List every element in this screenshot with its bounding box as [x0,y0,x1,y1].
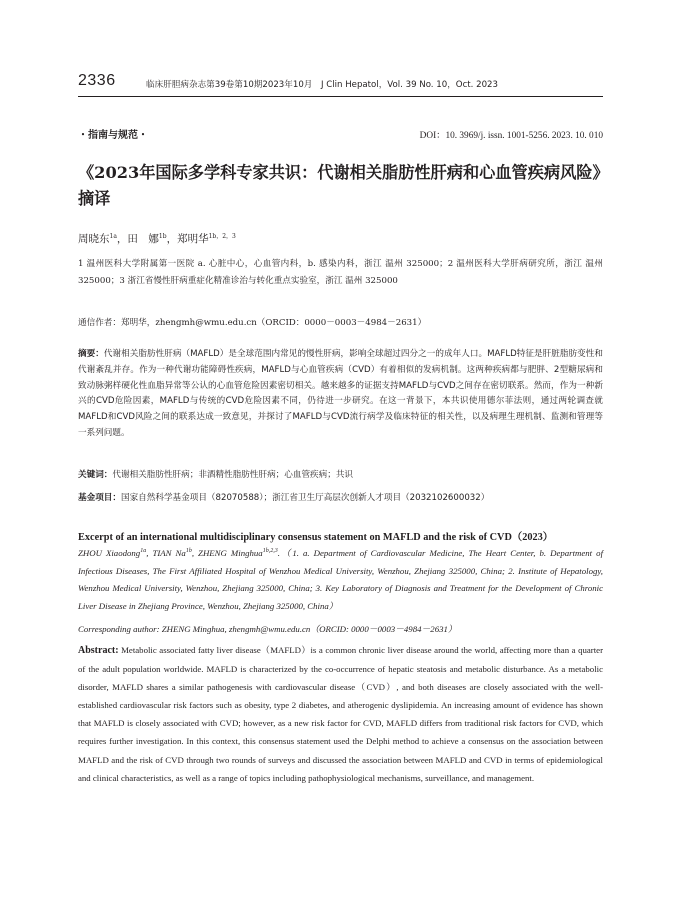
english-affiliations: .（1. a. Department of Cardiovascular Medicine, The Heart Center, b. Department of Infectious Diseases, The First Affiliated Hospital of Wenzhou Medical University, Wenzhou, Zhejiang 325000, China; 2. Institute of Hepatology, Wenzhou Medical University, Wenzhou, Zhejiang 325000, China; 3. Key Laboratory of Diagnosis and Treatment for the Development of Chronic Liver Disease in Zhejiang Province, Wenzhou, Zhejiang 325000, China） [78,548,604,611]
author-affil-marker: 1b [185,548,192,554]
abstract-text: 代谢相关脂肪性肝病（MAFLD）是全球范围内常见的慢性肝病，影响全球超过四分之一的成年人口。MAFLD特征是肝脏脂肪变性和代谢紊乱并存。作为一种代谢功能障碍性疾病，MAFLD与心血管疾病（CVD）有着相似的发病机制。这两种疾病都与肥胖、2型糖尿病和致动脉粥样硬化性血脂异常等公认的心血管危险因素密切相关。越来越多的证据支持MAFLD与CVD之间存在密切联系。然而，作为一种新兴的CVD危险因素，MAFLD与传统的CVD危险因素不同，仍待进一步研究。在这一背景下，本共识使用德尔菲法则，通过两轮调查就MAFLD和CVD风险之间的联系达成一致意见，并探讨了MAFLD与CVD流行病学及临床特征的相关性，以及病理生理机制、监测和管理等一系列问题。 [78,349,603,438]
journal-citation-line: 临床肝胆病杂志第39卷第10期2023年10月 J Clin Hepatol，Vol. 39 No. 10，Oct. 2023 [146,80,498,90]
author-name: , TIAN Na [146,548,186,558]
author-affil-marker: 1a [140,548,147,554]
english-abstract [78,641,603,787]
english-title: Excerpt of an international multidisciplinary consensus statement on MAFLD and the risk of CVD（2023） [78,532,554,543]
author-affil-marker: 1b，2，3 [208,233,236,240]
chinese-authors [78,231,236,246]
author-affil-marker: 1a [109,233,117,240]
author-name: ，郑明华 [166,233,209,245]
abstract-text: Metabolic associated fatty liver disease（MAFLD）is a common chronic liver disease around the world, affecting more than a quarter of the adult population worldwide. MAFLD is characterized by the co-occurrence of hepatic steatosis and metabolic disturbance. As a metabolic disorder, MAFLD shares a similar pathogenesis with cardiovascular disease（CVD）, and both diseases are closely associated with the well-established cardiovascular risk factors such as obesity, type 2 diabetes, and atherogenic dyslipidemia. An increasing amount of evidence has shown that MAFLD is closely associated with CVD; however, as a new risk factor for CVD, MAFLD differs from traditional risk factors for CVD, which requires further investigation. In this context, this consensus statement used the Delphi method to achieve a consensus on the association between MAFLD and the risk of CVD through two rounds of surveys and discussed the association between MAFLD and CVD in terms of epidemiological and clinical characteristics, as well as a range of topics including pathophysiological mechanisms, surveillance, and management. [78,645,604,783]
keywords-text: 代谢相关脂肪性肝病；非酒精性脂肪性肝病；心血管疾病；共识 [112,470,354,480]
chinese-funding [78,491,603,503]
section-tag: ・指南与规范・ [78,130,148,141]
author-name: 周晓东 [78,233,110,245]
chinese-affiliations: 1 温州医科大学附属第一医院 a. 心脏中心，心血管内科，b. 感染内科，浙江 温州 325000；2 温州医科大学肝病研究所，浙江 温州 325000；3 浙江省慢性肝病重症化精准诊治与转化重点实验室，浙江 温州 325000 [78,259,603,287]
author-affil-marker: 1b,2,3 [262,548,278,554]
running-header [78,70,603,97]
abstract-label: Abstract: [78,645,119,656]
funding-label: 基金项目： [78,493,121,503]
chinese-keywords [78,468,603,480]
author-name: ZHOU Xiaodong [78,548,141,558]
chinese-abstract [78,347,603,442]
keywords-label: 关键词： [78,470,113,480]
english-authors-affiliations [78,545,603,615]
abstract-label: 摘要： [78,349,104,359]
funding-text: 国家自然科学基金项目（82070588）；浙江省卫生厅高层次创新人才项目（2032102600032） [120,493,490,503]
author-name: , ZHENG Minghua [191,548,263,558]
chinese-title: 《2023年国际多学科专家共识：代谢相关脂肪性肝病和心血管疾病风险》摘译 [78,163,601,208]
doi-line: DOI：10. 3969/j. issn. 1001-5256. 2023. 10. 010 [419,131,603,141]
chinese-corresponding-author: 通信作者：郑明华，zhengmh@wmu.edu.cn（ORCID：0000－0003－4984－2631） [78,318,427,328]
english-corresponding-author: Corresponding author: ZHENG Minghua, zhengmh@wmu.edu.cn（ORCID: 0000－0003－4984－2631） [78,624,457,634]
author-name: ，田 娜 [116,233,159,245]
author-affil-marker: 1b [158,233,167,240]
page-number: 2336 [78,72,116,89]
